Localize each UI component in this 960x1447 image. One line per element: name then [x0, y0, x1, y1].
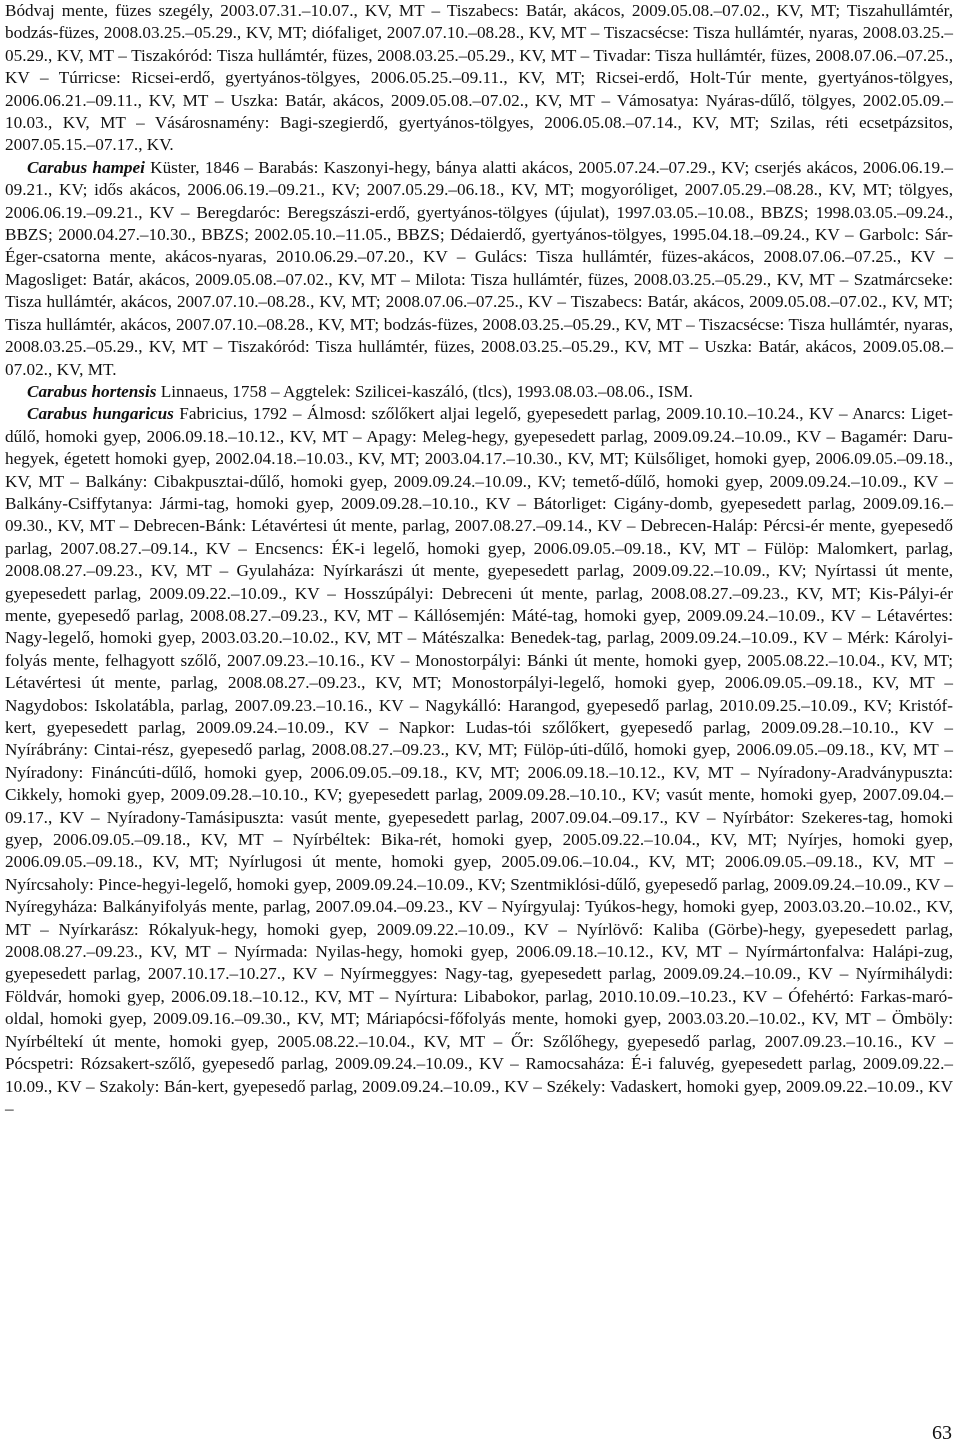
species-name: Carabus hampei — [27, 157, 145, 177]
species-name: Carabus hortensis — [27, 381, 157, 401]
species-name: Carabus hungaricus — [27, 404, 174, 424]
species-locality-text: Fabricius, 1792 – Álmosd: szőlőkert aljai legelő, gyepesedett parlag, 2009.10.10.–10.24., KV – Anarcs: Liget-dűlő, homoki gyep, 2006.09.18.–10.12., KV, MT – Apagy: Meleg-hegy, gyepesedett parlag, 2009.09.24.–10.09., KV – Bagamér: Daru-hegyek, égetett homoki gyep, 2002.04.18.–10.03., KV, MT; 2003.04.17.–10.30., KV, MT; Külsőliget, homoki gyep, 2006.09.05.–09.18., KV, MT – Balkány: Cibakpusztai-dűlő, homoki gyep, 2009.09.24.–10.09., KV; temető-dűlő, homoki gyep, 2009.09.24.–10.09., KV – Balkány-Csiffytanya: Jármi-tag, homoki gyep, 2009.09.28.–10.10., KV – Bátorliget: Cigány-domb, gyepesedett parlag, 2009.09.16.–09.30., KV, MT – Debrecen-Bánk: Létavértesi út mente, parlag, 2007.08.27.–09.14., KV – Debrecen-Haláp: Pércsi-ér mente, gyepesedő parlag, 2007.08.27.–09.14., KV – Encsencs: ÉK-i legelő, homoki gyep, 2006.09.05.–09.18., KV, MT – Fülöp: Malomkert, parlag, 2008.08.27.–09.23., KV, MT – Gyulaháza: Nyírkarászi út mente, gyepesedett parlag, 2009.09.22.–10.09., KV; Nyírtassi út mente, gyepesedett parlag, 2009.09.22.–10.09., KV – Hosszúpályi: Debreceni út mente, parlag, 2008.08.27.–09.23., KV, MT; Kis-Pályi-ér mente, gyepesedő parlag, 2008.08.27.–09.23., KV, MT – Kállósemjén: Máté-tag, homoki gyep, 2009.09.24.–10.09., KV – Létavértes: Nagy-legelő, homoki gyep, 2003.03.20.–10.02., KV, MT – Mátészalka: Benedek-tag, parlag, 2009.09.24.–10.09., KV – Mérk: Károlyi-folyás mente, felhagyott szőlő, 2007.09.23.–10.16., KV – Monostorpályi: Bánki út mente, homoki gyep, 2005.08.22.–10.04., KV, MT; Létavértesi út mente, parlag, 2008.08.27.–09.23., KV, MT; Monostorpályi-legelő, homoki gyep, 2006.09.05.–09.18., KV, MT – Nagydobos: Iskolatábla, parlag, 2007.09.23.–10.16., KV – Nagykálló: Harangod, gyepesedő parlag, 2010.09.25.–10.09., KV; Kristóf-kert, gyepesedett parlag, 2009.09.24.–10.09., KV – Napkor: Ludas-tói szőlőkert, gyepesedő parlag, 2009.09.28.–10.10., KV – Nyírábrány: Cintai-rész, gyepesedő parlag, 2008.08.27.–09.23., KV, MT; Fülöp-úti-dűlő, homoki gyep, 2006.09.05.–09.18., KV, MT – Nyíradony: Fináncúti-dűlő, homoki gyep, 2006.09.05.–09.18., KV, MT; 2006.09.18.–10.12., KV, MT – Nyíradony-Aradványpuszta: Cikkely, homoki gyep, 2009.09.28.–10.10., KV; gyepesedett parlag, 2009.09.28.–10.10., KV; vasút mente, homoki gyep, 2007.09.04.–09.17., KV – Nyíradony-Tamásipuszta: vasút mente, gyepesedett parlag, 2007.09.04.–09.17., KV – Nyírbátor: Szekeres-tag, homoki gyep, 2006.09.05.–09.18., KV, MT – Nyírbéltek: Bika-rét, homoki gyep, 2005.09.22.–10.04., KV, MT; Nyírjes, homoki gyep, 2006.09.05.–09.18., KV, MT; Nyírlugosi út mente, homoki gyep, 2005.09.06.–10.04., KV, MT; 2006.09.05.–09.18., KV, MT – Nyírcsaholy: Pince-hegyi-legelő, homoki gyep, 2009.09.24.–10.09., KV; Szentmiklósi-dűlő, gyepesedő parlag, 2009.09.24.–10.09., KV – Nyíregyháza: Balkányifolyás mente, parlag, 2007.09.04.–09.23., KV – Nyírgyulaj: Tyúkos-hegy, homoki gyep, 2003.03.20.–10.02., KV, MT – Nyírkarász: Rókalyuk-hegy, homoki gyep, 2009.09.22.–10.09., KV – Nyírlövő: Kaliba (Görbe)-hegy, gyepesedett parlag, 2008.08.27.–09.23., KV, MT – Nyírmada: Nyilas-hegy, homoki gyep, 2006.09.18.–10.12., KV, MT – Nyírmártonfalva: Halápi-zug, gyepesedett parlag, 2007.10.17.–10.27., KV – Nyírmeggyes: Nagy-tag, gyepesedett parlag, 2009.09.24.–10.09., KV – Nyírmihálydi: Földvár, homoki gyep, 2006.09.18.–10.12., KV, MT – Nyírtura: Libabokor, parlag, 2010.10.09.–10.23., KV – Ófehértó: Farkas-maró-oldal, homoki gyep, 2009.09.16.–09.30., KV, MT; Máriapócsi-főfolyás mente, homoki gyep, 2003.03.20.–10.02., KV, MT – Ömböly: Nyírbéltekí út mente, homoki gyep, 2005.08.22.–10.04., KV, MT – Őr: Szőlőhegy, gyepesedő parlag, 2007.09.23.–10.16., KV – Pócspetri: Rózsakert-szőlő, gyepesedő parlag, 2009.09.24.–10.09., KV – Ramocsaháza: É-i faluvég, gyepesedett parlag, 2009.09.22.–10.09., KV – Szakoly: Bán-kert, gyepesedő parlag, 2009.09.24.–10.09., KV – Székely: Vadaskert, homoki gyep, 2009.09.22.–10.09., KV – — [5, 404, 953, 1118]
species-entry-hampei — [5, 157, 953, 381]
species-locality-text: Linnaeus, 1758 – Aggtelek: Szilicei-kaszáló, (tlcs), 1993.08.03.–08.06., ISM. — [156, 381, 693, 401]
species-entry-hungaricus — [5, 403, 953, 1120]
intro-paragraph: Bódvaj mente, füzes szegély, 2003.07.31.–10.07., KV, MT – Tiszabecs: Batár, akácos, 2009.05.08.–07.02., KV, MT; Tiszahullámtér, bodzás-füzes, 2008.03.25.–05.29., KV, MT; diófaliget, 2007.07.10.–08.28., KV, MT – Tiszacsécse: Tisza hullámtér, nyaras, 2008.03.25.–05.29., KV, MT – Tiszakóród: Tisza hullámtér, füzes, 2008.03.25.–05.29., KV, MT – Tivadar: Tisza hullámtér, füzes, 2008.07.06.–07.25., KV – Túrricse: Ricsei-erdő, gyertyános-tölgyes, 2006.05.25.–09.11., KV, MT; Ricsei-erdő, Holt-Túr mente, gyertyános-tölgyes, 2006.06.21.–09.11., KV, MT – Uszka: Batár, akácos, 2009.05.08.–07.02., KV, MT – Vámosatya: Nyáras-dűlő, tölgyes, 2002.05.09.–10.03., KV, MT – Vásárosnamény: Bagi-szegierdő, gyertyános-tölgyes, 2006.05.08.–07.14., KV, MT; Szilas, réti ecsetpázsitos, 2007.05.15.–07.17., KV. — [5, 1, 953, 155]
species-entry-hortensis — [5, 381, 953, 403]
species-locality-text: Küster, 1846 – Barabás: Kaszonyi-hegy, bánya alatti akácos, 2005.07.24.–07.29., KV; cserjés akácos, 2006.06.19.–09.21., KV; idős akácos, 2006.06.19.–09.21., KV; 2007.05.29.–06.18., KV, MT; mogyoróliget, 2007.05.29.–08.28., KV, MT; tölgyes, 2006.06.19.–09.21., KV – Beregdaróc: Beregszászi-erdő, gyertyános-tölgyes (újulat), 1997.03.05.–10.08., BBZS; 1998.03.05.–09.24., BBZS; 2000.04.27.–10.30., BBZS; 2002.05.10.–11.05., BBZS; Dédaierdő, gyertyános-tölgyes, 1995.04.18.–09.24., KV – Garbolc: Sár-Éger-csatorna mente, akácos-nyaras, 2010.06.29.–07.20., KV – Gulács: Tisza hullámtér, füzes-akácos, 2008.07.06.–07.25., KV – Magosliget: Batár, akácos, 2009.05.08.–07.02., KV, MT – Milota: Tisza hullámtér, füzes, 2008.03.25.–05.29., KV, MT – Szatmárcseke: Tisza hullámtér, akácos, 2007.07.10.–08.28., KV, MT; 2008.07.06.–07.25., KV – Tiszabecs: Batár, akácos, 2009.05.08.–07.02., KV, MT; Tisza hullámtér, akácos, 2007.07.10.–08.28., KV, MT; bodzás-füzes, 2008.03.25.–05.29., KV, MT – Tiszacsécse: Tisza hullámtér, nyaras, 2008.03.25.–05.29., KV, MT – Tiszakóród: Tisza hullámtér, füzes, 2008.03.25.–05.29., KV, MT – Uszka: Batár, akácos, 2009.05.08.–07.02., KV, MT. — [5, 157, 954, 379]
page-body — [5, 0, 953, 1120]
page-number: 63 — [932, 1422, 952, 1444]
